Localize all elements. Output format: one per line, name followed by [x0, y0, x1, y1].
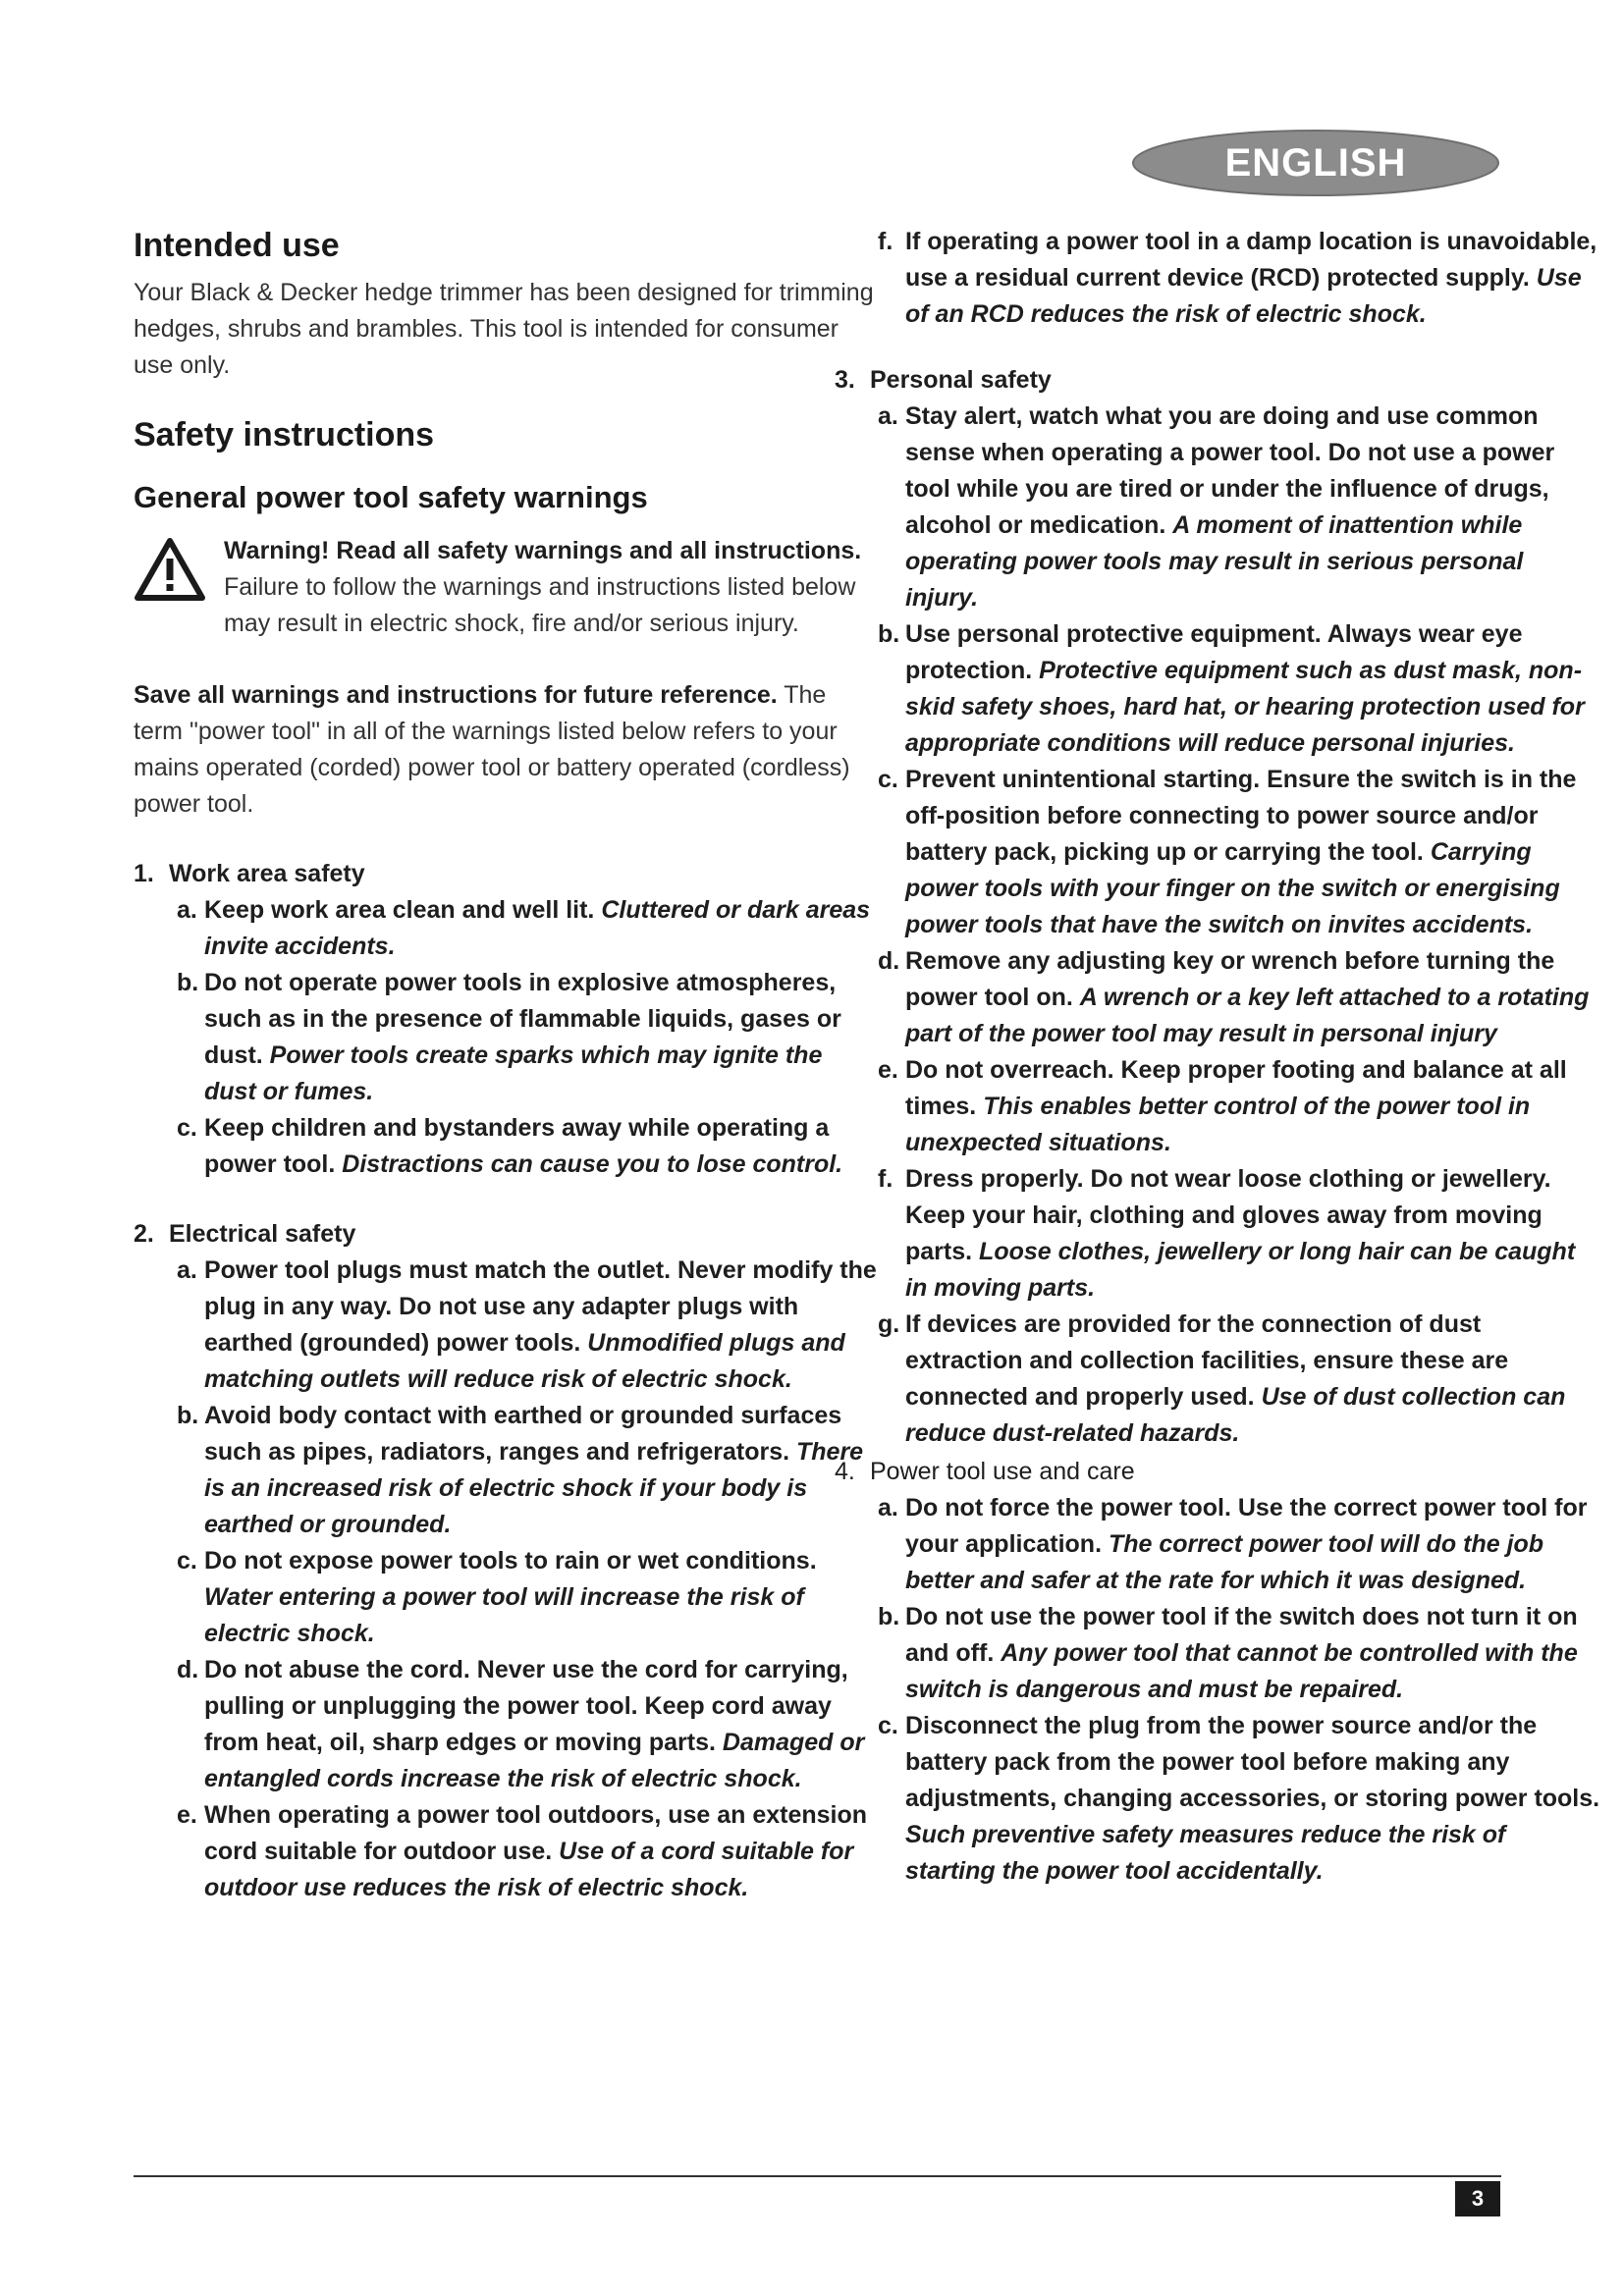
item-bold-text: If devices are provided for the connection of dust extraction and collection facilities, ensure these are connected and properly used.: [905, 1310, 1509, 1411]
item-italic-text: Any power tool that cannot be controlled with the switch is dangerous and must be repaired.: [905, 1639, 1578, 1703]
list-item: [835, 224, 1600, 333]
item-letter: e.: [177, 1801, 197, 1829]
footer-divider: [134, 2175, 1501, 2177]
warning-block: [134, 533, 880, 642]
item-bold-text: Power tool plugs must match the outlet. Never modify the plug in any way. Do not use any adapter plugs with earthed (grounded) power tools.: [204, 1256, 877, 1357]
item-bold-text: Do not force the power tool. Use the correct power tool for your application.: [905, 1494, 1588, 1558]
item-letter: a.: [177, 896, 197, 924]
item-letter: f.: [878, 228, 893, 255]
list-item: [835, 1708, 1600, 1890]
item-italic-text: Damaged or entangled cords increase the risk of electric shock.: [204, 1729, 865, 1792]
item-italic-text: Distractions can cause you to lose control.: [342, 1150, 843, 1178]
list-item: [835, 1490, 1600, 1599]
section-title: Personal safety: [870, 366, 1052, 394]
item-bold-text: Do not use the power tool if the switch does not turn it on and off.: [905, 1603, 1578, 1667]
item-letter: c.: [177, 1114, 197, 1142]
item-italic-text: There is an increased risk of electric shock if your body is earthed or grounded.: [204, 1438, 864, 1538]
section-number: 2.: [134, 1220, 154, 1248]
list-item: [134, 1110, 880, 1183]
page-number: 3: [1455, 2181, 1500, 2216]
item-letter: c.: [177, 1547, 197, 1575]
item-letter: g.: [878, 1310, 900, 1338]
item-letter: b.: [878, 620, 900, 648]
list-item: [835, 399, 1600, 616]
language-tab: [1129, 128, 1502, 198]
item-italic-text: Water entering a power tool will increase the risk of electric shock.: [204, 1583, 804, 1647]
list-item: [134, 1652, 880, 1797]
item-italic-text: Loose clothes, jewellery or long hair can be caught in moving parts.: [905, 1238, 1576, 1302]
list-item: [835, 1599, 1600, 1708]
item-italic-text: Use of a cord suitable for outdoor use reduces the risk of electric shock.: [204, 1838, 854, 1901]
item-letter: c.: [878, 766, 898, 793]
item-letter: b.: [177, 969, 199, 996]
item-italic-text: Use of an RCD reduces the risk of electric shock.: [905, 264, 1582, 328]
item-bold-text: Do not operate power tools in explosive atmospheres, such as in the presence of flammable liquids, gases or dust.: [204, 969, 841, 1069]
list-item: [134, 1797, 880, 1906]
section-number: 3.: [835, 366, 855, 394]
item-italic-text: Protective equipment such as dust mask, non-skid safety shoes, hard hat, or hearing protection used for appropriate conditions will reduce personal injuries.: [905, 657, 1585, 757]
item-bold-text: Prevent unintentional starting. Ensure the switch is in the off-position before connecting to power source and/or battery pack, picking up or carrying the tool.: [905, 766, 1577, 866]
list-item: [835, 1161, 1600, 1307]
safety-heading: Safety instructions: [134, 416, 435, 454]
intended-use-text: Your Black & Decker hedge trimmer has been designed for trimming hedges, shrubs and brambles. This tool is intended for consumer use only.: [134, 279, 874, 379]
list-item: [134, 1398, 880, 1543]
item-italic-text: Unmodified plugs and matching outlets will reduce risk of electric shock.: [204, 1329, 845, 1393]
section-number: 1.: [134, 860, 154, 887]
save-instructions-bold: Save all warnings and instructions for future reference.: [134, 681, 778, 709]
list-item: [134, 1253, 880, 1398]
item-letter: e.: [878, 1056, 898, 1084]
list-item: [835, 762, 1600, 943]
section-tool-use: [835, 1454, 1600, 1890]
item-letter: d.: [878, 947, 900, 975]
item-letter: c.: [878, 1712, 898, 1739]
item-letter: a.: [177, 1256, 197, 1284]
section-personal: [835, 362, 1600, 1452]
section-electrical: [134, 1216, 880, 1906]
item-letter: b.: [878, 1603, 900, 1630]
list-item: [134, 1543, 880, 1652]
item-bold-text: Keep children and bystanders away while operating a power tool.: [204, 1114, 830, 1178]
item-italic-text: A moment of inattention while operating power tools may result in serious personal injury.: [905, 511, 1524, 612]
section-title: Power tool use and care: [870, 1458, 1135, 1485]
list-item: [134, 965, 880, 1110]
item-italic-text: This enables better control of the power tool in unexpected situations.: [905, 1093, 1531, 1156]
section-number: 4.: [835, 1458, 855, 1485]
warning-bold-text: Warning! Read all safety warnings and all instructions.: [224, 537, 862, 564]
warning-body-text: Failure to follow the warnings and instructions listed below may result in electric shock, fire and/or serious injury.: [224, 573, 856, 637]
item-bold-text: Do not overreach. Keep proper footing and balance at all times.: [905, 1056, 1567, 1120]
item-letter: f.: [878, 1165, 893, 1193]
item-letter: a.: [878, 402, 898, 430]
item-italic-text: A wrench or a key left attached to a rotating part of the power tool may result in personal injury: [905, 984, 1590, 1047]
list-item: [835, 616, 1600, 762]
intended-use-heading: Intended use: [134, 227, 340, 264]
item-bold-text: Do not abuse the cord. Never use the cord for carrying, pulling or unplugging the power tool. Keep cord away from heat, oil, sharp edges or moving parts.: [204, 1656, 848, 1756]
section-title: Electrical safety: [169, 1220, 356, 1248]
section-work-area: [134, 856, 880, 1183]
warning-triangle-icon: [134, 537, 206, 602]
general-warnings-heading: General power tool safety warnings: [134, 480, 648, 514]
item-bold-text: Disconnect the plug from the power source and/or the battery pack from the power tool before making any adjustments, changing accessories, or storing power tools.: [905, 1712, 1600, 1812]
item-bold-text: If operating a power tool in a damp location is unavoidable, use a residual current device (RCD) protected supply.: [905, 228, 1597, 292]
left-column: [134, 224, 880, 1906]
item-italic-text: Cluttered or dark areas invite accidents.: [204, 896, 871, 960]
item-letter: b.: [177, 1402, 199, 1429]
item-bold-text: Stay alert, watch what you are doing and use common sense when operating a power tool. Do not use a power tool while you are tired or under the influence of drugs, alcohol or medication.: [905, 402, 1555, 539]
item-italic-text: Power tools create sparks which may ignite the dust or fumes.: [204, 1041, 823, 1105]
item-bold-text: Do not expose power tools to rain or wet conditions.: [204, 1547, 817, 1575]
item-italic-text: Carrying power tools with your finger on the switch or energising power tools that have the switch on invites accidents.: [905, 838, 1560, 938]
right-column: [835, 224, 1600, 1890]
item-italic-text: The correct power tool will do the job better and safer at the rate for which it was designed.: [905, 1530, 1544, 1594]
item-bold-text: Avoid body contact with earthed or grounded surfaces such as pipes, radiators, ranges and refrigerators.: [204, 1402, 842, 1466]
item-italic-text: Use of dust collection can reduce dust-related hazards.: [905, 1383, 1566, 1447]
list-item: [134, 892, 880, 965]
item-bold-text: Remove any adjusting key or wrench before turning the power tool on.: [905, 947, 1555, 1011]
section-title: Work area safety: [169, 860, 365, 887]
item-bold-text: Keep work area clean and well lit.: [204, 896, 595, 924]
item-letter: d.: [177, 1656, 199, 1683]
item-bold-text: Use personal protective equipment. Always wear eye protection.: [905, 620, 1523, 684]
list-item: [835, 1052, 1600, 1161]
section-electrical-continued: [835, 224, 1600, 333]
item-bold-text: When operating a power tool outdoors, use an extension cord suitable for outdoor use.: [204, 1801, 868, 1865]
item-bold-text: Dress properly. Do not wear loose clothing or jewellery. Keep your hair, clothing and gloves away from moving parts.: [905, 1165, 1551, 1265]
language-label: ENGLISH: [1224, 141, 1407, 185]
item-letter: a.: [878, 1494, 898, 1522]
save-instructions-text: The term "power tool" in all of the warnings listed below refers to your mains operated (corded) power tool or battery operated (cordless) power tool.: [134, 681, 850, 818]
item-italic-text: Such preventive safety measures reduce the risk of starting the power tool accidentally.: [905, 1821, 1506, 1885]
list-item: [835, 943, 1600, 1052]
list-item: [835, 1307, 1600, 1452]
